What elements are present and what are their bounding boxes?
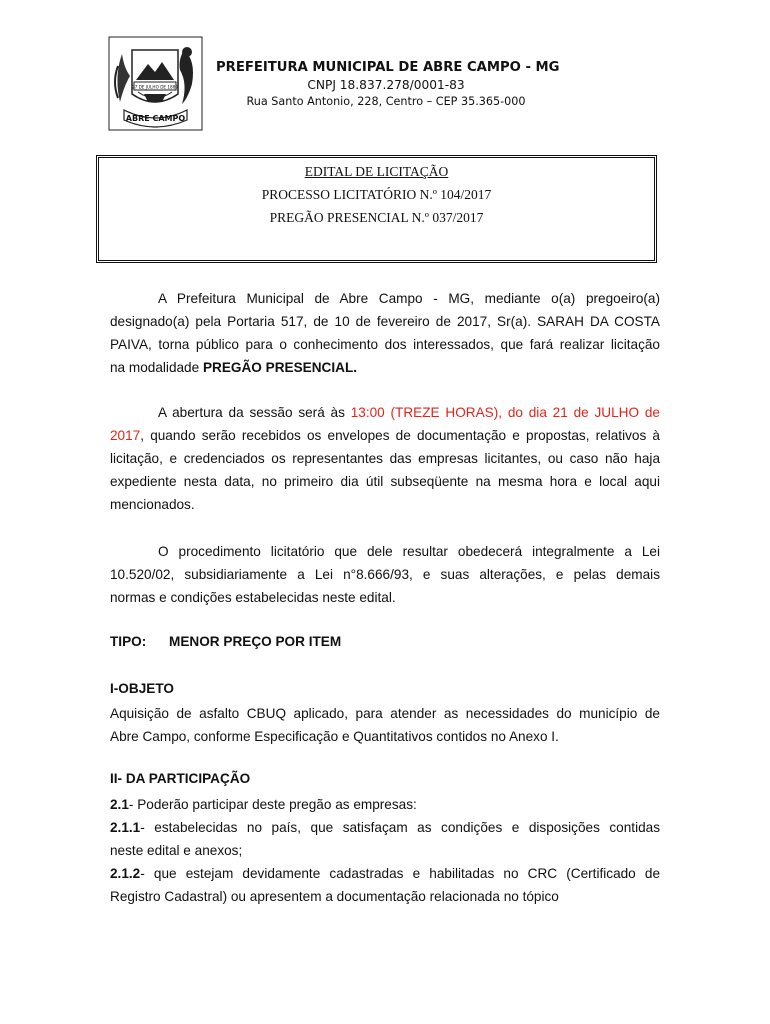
cnpj-line: CNPJ 18.837.278/0001-83 [307, 78, 465, 92]
modality-bold: PREGÃO PRESENCIAL. [202, 360, 358, 375]
text-line: 2017, quando serão recebidos os envelopes de documentação e propostas, relativos à [110, 428, 660, 443]
item-2-1: 2.1- Poderão participar deste pregão as empresas: [110, 797, 417, 812]
text-line: O procedimento licitatório que dele resultar obedecerá integralmente a Lei [158, 544, 660, 559]
objeto-paragraph [110, 702, 660, 748]
text-line: PAIVA, torna público para o conhecimento dos interessados, que fará realizar licitação [110, 337, 660, 352]
legal-basis-paragraph [110, 540, 660, 609]
text-line: na modalidade PREGÃO PRESENCIAL. [110, 360, 358, 375]
intro-paragraph [110, 287, 660, 379]
item-2-1-2: 2.1.2- que estejam devidamente cadastradas e habilitadas no CRC (Certificado de [110, 866, 660, 881]
tipo-value: MENOR PREÇO POR ITEM [169, 634, 342, 649]
text-line: normas e condições estabelecidas neste edital. [110, 590, 396, 605]
text-line: 10.520/02, subsidiariamente a Lei n°8.666/93, e suas alterações, e pelas demais [110, 567, 660, 582]
edital-notice-box [96, 155, 657, 263]
text-line: A Prefeitura Municipal de Abre Campo - MG, mediante o(a) pregoeiro(a) [158, 291, 660, 306]
text-line: designado(a) pela Portaria 517, de 10 de fevereiro de 2017, Sr(a). SARAH DA COSTA [110, 314, 660, 329]
text-line: neste edital e anexos; [110, 843, 243, 858]
text-line: expediente nesta data, no primeiro dia útil subseqüente na mesma hora e local aqui [110, 474, 660, 489]
crest-banner-text: 27 DE JULHO DE 1889 [131, 84, 179, 90]
text-line: Aquisição de asfalto CBUQ aplicado, para atender as necessidades do município de [110, 706, 660, 721]
text-line: licitação, e credenciados os representantes das empresas licitantes, ou caso não haja [110, 451, 660, 466]
municipal-crest-logo [108, 36, 203, 131]
session-time-highlight: 13:00 (TREZE HORAS), do dia 21 de JULHO de [350, 405, 660, 420]
municipality-title: PREFEITURA MUNICIPAL DE ABRE CAMPO - MG [216, 60, 560, 75]
text-line: mencionados. [110, 497, 195, 512]
session-year-highlight: 2017 [110, 428, 141, 443]
objeto-heading: I-OBJETO [110, 681, 174, 696]
edital-title: EDITAL DE LICITAÇÃO [304, 164, 449, 179]
text-line: A abertura da sessão será às 13:00 (TREZE HORAS), do dia 21 de JULHO de [158, 405, 660, 420]
participacao-items [110, 793, 660, 908]
pregao-number: PREGÃO PRESENCIAL N.º 037/2017 [269, 210, 484, 225]
session-paragraph [110, 401, 660, 516]
participacao-heading: II- DA PARTICIPAÇÃO [110, 771, 251, 786]
address-line: Rua Santo Antonio, 228, Centro – CEP 35.365-000 [246, 95, 526, 108]
crest-scroll-text: ABRE CAMPO [125, 114, 186, 123]
text-line: Abre Campo, conforme Especificação e Quantitativos contidos no Anexo I. [110, 729, 559, 744]
processo-number: PROCESSO LICITATÓRIO N.º 104/2017 [261, 187, 492, 202]
item-2-1-1: 2.1.1- estabelecidas no país, que satisfaçam as condições e disposições contidas [110, 820, 660, 835]
text-line: Registro Cadastral) ou apresentem a documentação relacionada no tópico [110, 889, 559, 904]
tipo-label: TIPO: [110, 634, 147, 649]
